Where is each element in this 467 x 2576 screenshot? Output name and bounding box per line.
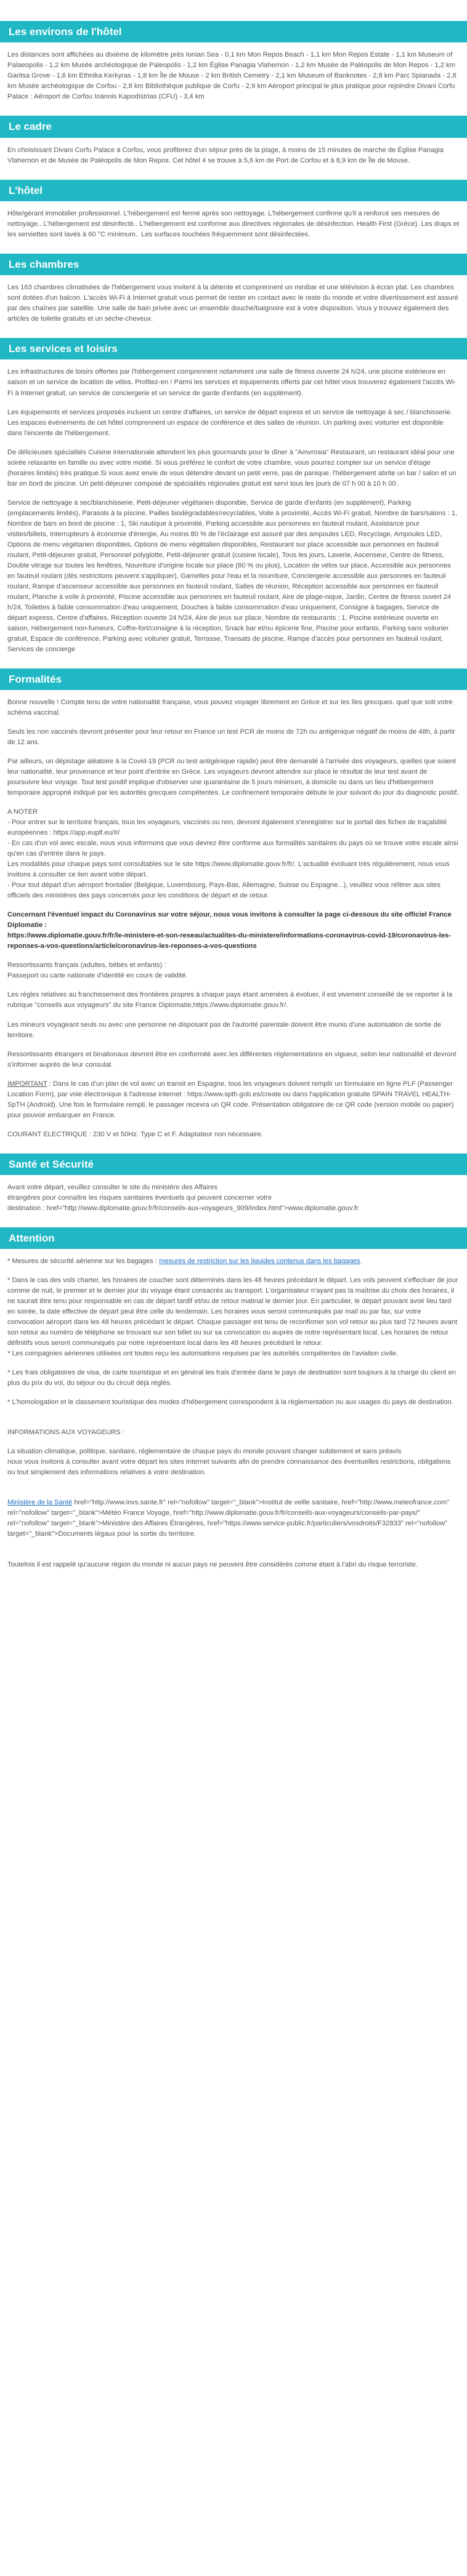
section-paragraph: De délicieuses spécialités Cuisine internationale attendent les plus gourmands pour le dîner à "Amvrosia" Restaurant, un restaurant idéal pour une soirée relaxante en famille ou avec votre moitié. Si vous préférez le confort de votre chambre, vous pourrez compter sur un service d'étage (horaires limités) très pratique.Si vous avez envie de vous détendre devant un petit verre, pas de panique, l'hébergement abrite un bar / salon et un bar en bord de piscine. Un petit-déjeuner composé de spécialités régionales gratuit est servi tous les jours de 07 h 00 à 10 h 00.: [7, 448, 457, 488]
section-paragraph: En choisissant Divani Corfu Palace à Corfou, vous profiterez d'un séjour près de la plage, à moins de 15 minutes de marche de Église Panagia Vlahernon et de Musée de Paléopolis de Mon Repos. Cet hôtel 4 se trouve à 5,6 km de Port de Corfou et à 8,9 km de Île de Mouse.: [7, 146, 444, 164]
important-notice: IMPORTANT : Dans le cas d'un plan de vol avec un transit en Espagne, tous les voyageurs doivent remplir un formulaire en ligne PLF (Passenger Location Form), par voie électronique à l'adresse internet : https://www.spth.gob.es/create ou dans l'application gratuite SPAIN TRAVEL HEALTH-SpTH (Android). Une fois le formulaire rempli, le passager recevra un QR code. Présentation obligatoire de ce QR code (version mobile ou papier) pour pouvoir embarquer en France.: [7, 1080, 454, 1119]
useful-links: Ministère de la Santé href="http://www.invs.sante.fr" rel="nofollow" target="_blank">Institut de veille sanitaire, href="http://www.meteofrance.com" rel="nofollow" target="_blank">Météo France Voyage, href="http://www.diplomatie.gouv.fr/fr/conseils-aux-voyageurs/conseils-par-pays/" rel="nofollow" target="_blank">Ministère des Affaires Étrangères, href="https://www.service-public.fr/particuliers/vosdroits/F32833" rel="nofollow" target="_blank">Documents légaux pour la sortie du territoire.: [7, 1499, 450, 1538]
section-formalites: [0, 668, 467, 1154]
section-paragraph: Les équipements et services proposés incluent un centre d'affaires, un service de départ express et un service de nettoyage à sec / blanchisserie. Les espaces événements de cet hôtel comprennent un espace de conférence et des salles de réunion. Un parking avec voiturier est disponible dans l'enceinte de l'hébergement.: [7, 408, 453, 437]
section-paragraph: Ressortissants étrangers et binationaux devront être en conformité avec les différentes réglementations en vigueur, selon leur nationalité et devront s'informer auprès de leur consulat.: [7, 1050, 457, 1069]
section-title: L'hôtel: [0, 180, 467, 201]
note-block: A NOTER - Pour entrer sur le territoire français, tous les voyageurs, vaccinés ou non, devront également s'enregistrer sur le portail des fiches de traçabilité européennes : https://app.euplf.eu/#/ - En cas d'un vol avec escale, nous vous informons que vous devrez être conforme aux formalités sanitaires du pays où se trouve votre escale ainsi qu'en cas d'entrée dans le pays. Les modalités pour chaque pays sont consultables sur le site https://www.diplomatie.gouv.fr/fr/. L'actualité évoluant très régulièrement, nous vous invitons à consulter ce lien avant votre départ. - Pour tout départ d'un aéroport frontalier (Belgique, Luxembourg, Pays-Bas, Allemagne, Suisse ou Espagne...), veuillez vous référer aux sites officiels des ministères des pays concernés pour les conditions de départ et de retour.: [7, 808, 458, 900]
section-cadre: [0, 116, 467, 179]
section-title: Santé et Sécurité: [0, 1154, 467, 1175]
section-title: Les environs de l'hôtel: [0, 21, 467, 42]
section-title: Formalités: [0, 668, 467, 690]
electric-current-info: COURANT ELECTRIQUE : 230 V et 50Hz. Type C et F. Adaptateur non nécessaire.: [7, 1130, 263, 1138]
section-paragraph: Avant votre départ, veuillez consulter le site du ministère des Affaires étrangères pour connaître les risques sanitaires éventuels qui peuvent concerner votre destination : href="http://www.diplomatie.gouv.fr/fr/conseils-aux-voyageurs_909/index.html">www.diplomatie.gouv.fr: [7, 1183, 359, 1212]
section-paragraph: * Dans le cas des vols charter, les horaires de coucher sont déterminés dans les 48 heures précédant le départ. Les vols peuvent s'effectuer de jour comme de nuit, le premier et le dernier jour du voyage étant consacrés au transport. L'organisateur n'ayant pas la maîtrise du choix des horaires, il ne saurait être tenu pour responsable en cas de départ tardif et/ou de retour matinal le dernier jour. En particulier, le départ pouvant avoir lieu tard en soirée, la date effective de départ peut être celle du lendemain. Les horaires vous seront communiqués par mail ou par fax, sur votre convocation aéroport dans les 48 heures précédant le départ. Chaque passager est tenu de reconfirmer son vol retour au plus tard 72 heures avant son retour au numéro de téléphone se trouvant sur son billet ou sur sa convocation ou auprès de notre représentant local. Les horaires de retour définitifs vous seront communiqués par notre représentant local dans les 48 heures précédant le retour. * Les compagnies aériennes utilisées ont toutes reçu les autorisations requises par les autorités compétentes de l'aviation civile.: [7, 1277, 458, 1358]
section-paragraph: Par ailleurs, un dépistage aléatoire à la Covid-19 (PCR ou test antigénique rapide) peut être demandé à l'arrivée des voyageurs, quelles que soient leur nationalité, leur provenance et leur point d'entrée en Grèce. Les voyageurs devront attendre sur place le résultat de leur test avant de poursuivre leur voyage. Tout test positif implique d'observer une quarantaine de 5 jours minimum, à domicile ou dans un lieu d'hébergement temporaire approprié indiqué par les autorités grecques compétentes. Le confinement temporaire débute le jour suivant du jour du diagnostic positif.: [7, 758, 459, 797]
section-paragraph: Les infrastructures de loisirs offertes par l'hébergement comprennent notamment une salle de fitness ouverte 24 h/24, une piscine extérieure en saison et un service de location de vélos. Profitez-en ! Parmi les services et équipements offerts par cet hôtel vous trouverez également l'accès Wi-Fi à Internet gratuit, un service de conciergerie et un service de garde d'enfants (en supplément).: [7, 368, 457, 397]
section-services-loisirs: [0, 338, 467, 668]
ministere-sante-link[interactable]: Ministère de la Santé: [7, 1499, 73, 1507]
section-paragraph: Seuls les non vaccinés devront présenter pour leur retour en France un test PCR de moins de 72h ou antigénique négatif de moins de 48h, à partir de 12 ans.: [7, 728, 456, 747]
section-paragraph: Bonne nouvelle ! Compte tenu de votre nationalité française, vous pouvez voyager librement en Grèce et sur les îles grecques. quel que soit votre schéma vaccinal.: [7, 699, 453, 717]
section-title: Les chambres: [0, 254, 467, 275]
section-paragraph: Les règles relatives au franchissement des frontières propres à chaque pays étant amenées à évoluer, il est vivement conseillé de se reporter à la rubrique "conseils aux voyageurs" du site France Diplomatie,https://www.diplomatie.gouv.fr/.: [7, 991, 452, 1009]
section-paragraph: La situation climatique, politique, sanitaire, réglementaire de chaque pays du monde pouvant changer subitement et sans préavis nous vous invitons à consulter avant votre départ les sites Internet suivants afin de prendre connaissance des éventuelles restrictions, obligations ou tout simplement des informations relatives à votre destination.: [7, 1448, 451, 1477]
terrorism-notice: Toutefois il est rappelé qu'aucune région du monde ni aucun pays ne peuvent être considérés comme étant à l'abri du risque terroriste.: [7, 1560, 418, 1568]
liquids-restriction-link[interactable]: mesures de restriction sur les liquides contenus dans les bagages: [159, 1258, 360, 1266]
section-paragraph: Ressortissants français (adultes, bébés et enfants) : Passeport ou carte nationale d'identité en cours de validité.: [7, 961, 188, 980]
section-attention: [0, 1227, 467, 1584]
section-title: Les services et loisirs: [0, 338, 467, 359]
coronavirus-notice: Concernant l'éventuel impact du Coronavirus sur votre séjour, nous vous invitons à consulter la page ci-dessous du site officiel France Diplomatie : https://www.diplomatie.gouv.fr/fr/le-ministere-et-son-reseau/actualites-du-ministere/informations-coronavirus-covid-19/coronavirus-les-reponses-a-vos-questions/article/coronavirus-les-reponses-a-vos-questions: [7, 911, 452, 950]
section-hotel: [0, 180, 467, 254]
section-sante-securite: [0, 1154, 467, 1227]
baggage-security-line: * Mesures de sécurité aérienne sur les bagages : mesures de restriction sur les liquides contenus dans les bagages.: [7, 1258, 362, 1266]
section-paragraph: Les mineurs voyageant seuls ou avec une personne ne disposant pas de l'autorité parentale doivent être munis d'une autorisation de sortie de territoire.: [7, 1021, 441, 1039]
section-paragraph: Les distances sont affichées au dixième de kilomètre près Ionian Sea - 0,1 km Mon Repos Beach - 1,1 km Mon Repos Estate - 1,1 km Museum of Palaeopolis - 1,2 km Musée archéologique de Paleopolis - 1,2 km Église Panagia Vlahernon - 1,2 km Musée de Paléopolis de Mon Repos - 1,2 km Garitsa Grove - 1,6 km Ethnika Kerkyras - 1,8 km Île de Mouse - 2 km British Cemetry - 2,1 km Museum of Banknotes - 2,8 km Parc Spianada - 2,8 km Musée archéologique de Corfou - 2,8 km Bibliothèque publique de Corfu - 2,9 km Aéroport principal le plus pratique pour rejoindre Divani Corfu Palace : Aéroport de Corfou Ioánnis Kapodístrias (CFU) - 3,4 km: [7, 51, 457, 101]
section-paragraph: Les 163 chambres climatisées de l'hébergement vous invitent à la détente et comprennent un minibar et une télévision à écran plat. Les chambres sont dotées d'un balcon. L'accès Wi-Fi à Internet gratuit vous permet de rester en contact avec le reste du monde et votre divertissement est assuré par des chaînes par satellite. Une salle de bain privée avec un ensemble douche/baignoire est à votre disposition. Vous y trouvez également des articles de toilette gratuits et un sèche-cheveux.: [7, 284, 458, 323]
section-environs: [0, 21, 467, 116]
section-paragraph: * L'homologation et le classement touristique des modes d'hébergement correspondent à la réglementation ou aux usages du pays de destination.: [7, 1398, 453, 1406]
section-title: Attention: [0, 1227, 467, 1249]
section-chambres: [0, 254, 467, 338]
travelers-info-heading: INFORMATIONS AUX VOYAGEURS :: [7, 1429, 124, 1437]
important-label: IMPORTANT: [7, 1080, 47, 1088]
section-title: Le cadre: [0, 116, 467, 137]
amenities-list: Service de nettoyage à sec/blanchisserie, Petit-déjeuner végétarien disponible, Service de garde d'enfants (en supplément), Parking (emplacements limités), Parasols à la piscine, Pailles biodégradables/recyclables, Voile à proximité, Accès Wi-Fi gratuit, Nombre de bars/salons : 1, Nombre de bars en bord de piscine : 1, Ski nautique à proximité, Parking accessible aux personnes en fauteuil roulant, Assistance pour visites/billets, Interrupteurs à économie d'énergie, Au moins 80 % de l'éclairage est assuré par des ampoules LED, Recyclage, Ampoules LED, Options de menu végétarien disponibles, Options de menu végétalien disponibles, Restaurant sur place accessible aux personnes en fauteuil roulant, Petit-déjeuner gratuit, Personnel polyglotte, Petit-déjeuner gratuit (cuisine locale), Tous les jours, Laverie, Ascenseur, Centre de fitness, Double vitrage sur toutes les fenêtres, Nourriture d'origine locale sur place (80 % ou plus), Location de vélos sur place, Accessible aux personnes en fauteuil roulant (dès restrictions peuvent s'appliquer), Gamelles pour l'eau et la nourriture, Conciergerie accessible aux personnes en fauteuil roulant, Rampe d'ascenseur accessible aux personnes en fauteuil roulant, Salles de réunion, Réception accessible aux personnes en fauteuil roulant, Planche à voile à proximité, Piscine accessible aux personnes en fauteuil roulant, Aire de plage-nique, Jardin, Centre de fitness ouvert 24 h/24, Toilettes à faible consommation d'eau uniquement, Douches à faible consommation d'eau uniquement, Consigne à bagages, Service de départ express, Centre d'affaires, Réception ouverte 24 h/24, Aire de jeux sur place, Nombre de restaurants : 1, Piscine extérieure ouverte en saison, Hébergement non-fumeurs, Coffre-fort/consigne à la réception, Snack bar et/ou épicerie fine, Piscine pour enfants, Parking sans voiturier gratuit, Espace de conférence, Parking avec voiturier gratuit, Terrasse, Transats de piscine, Rampe d'accès pour personnes en fauteuil roulant, Services de concierge: [7, 499, 457, 653]
section-paragraph: * Les frais obligatoires de visa, de carte touristique et en général les frais d'entrée dans le pays de destination sont toujours à la charge du client en plus du prix du vol, du séjour ou du circuit déjà réglés.: [7, 1369, 456, 1387]
section-paragraph: Hôte/gérant immobilier professionnel. L'hébergement est fermé après son nettoyage. L'hébergement confirme qu'il a renforcé ses mesures de nettoyage.. L'hébergement est désinfecté.. L'hébergement est conforme aux directives régionales de désinfection. Health First (Grèce). Les draps et les serviettes sont lavés à 60 °C minimum.. Les surfaces touchées fréquemment sont désinfectées.: [7, 209, 460, 238]
